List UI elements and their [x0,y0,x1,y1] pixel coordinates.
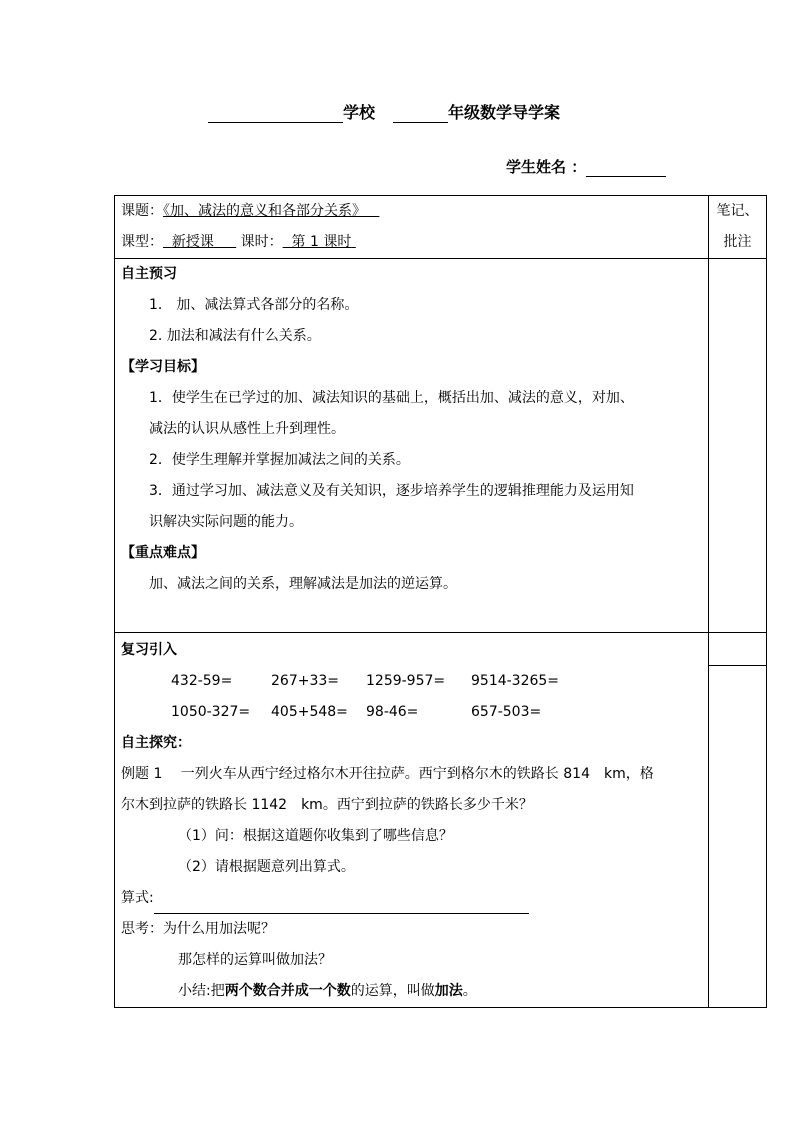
summary-key-phrase: 两个数合并成一个数 [224,983,351,999]
exercise-row-1 [121,666,708,697]
exercise: 432-59= [171,673,233,689]
grade-blank[interactable] [393,104,448,123]
summary-line: 小结:把两个数合并成一个数的运算，叫做加法。 [178,983,477,999]
formula-answer-line[interactable] [154,895,529,914]
notes-cell-review-top[interactable] [709,633,767,666]
goal-3a: 3．通过学习加、减法意义及有关知识，逐步培养学生的逻辑推理能力及运用知 [149,483,634,499]
student-name-label: 学生姓名 ： [506,158,587,176]
goal-1a: 1．使学生在已学过的加、减法知识的基础上，概括出加、减法的意义，对加、 [149,390,634,406]
preview-cell [115,259,709,633]
formula-row [121,883,708,914]
type-row [115,227,708,258]
preview-item-2: 2. 加法和减法有什么关系。 [149,328,321,344]
student-name-blank[interactable] [586,158,666,177]
grade-label: 年级数学导学案 [448,103,561,122]
notes-label-1: 笔记、 [716,203,759,219]
notes-label-2: 批注 [723,234,752,250]
exercise: 1050-327= [171,704,251,720]
think-followup: 那怎样的运算叫做加法？ [178,952,332,968]
info-cell [115,196,709,259]
topic-row [115,196,708,227]
review-heading: 复习引入 [121,642,177,658]
exercise: 657-503= [471,704,542,720]
school-label: 学校 [343,103,376,122]
exercise-row-2 [121,697,708,728]
question-1: （1）问：根据这道题你收集到了哪些信息？ [178,828,453,844]
goals-heading: 【学习目标】 [121,359,205,375]
type-label: 课型： [121,234,163,250]
type-value: 新授课 [171,234,214,250]
key-heading: 【重点难点】 [121,545,205,561]
summary-key-term: 加法 [434,983,463,999]
school-blank[interactable] [208,104,343,123]
think-question: 思考：为什么用加法呢？ [121,921,275,937]
document-title [208,100,560,123]
formula-label: 算式: [121,890,154,906]
preview-heading: 自主预习 [121,266,177,282]
goal-3b: 识解决实际问题的能力。 [149,514,303,530]
notes-cell-review[interactable] [709,666,767,1008]
exercise: 405+548= [271,704,348,720]
notes-cell-preview[interactable] [709,259,767,633]
exercise: 1259-957= [366,673,446,689]
period-value: 第 1 课时 [291,234,352,250]
example-line-1: 例题 1 一列火车从西宁经过格尔木开往拉萨。西宁到格尔木的铁路长 814 km，格 [121,766,654,782]
topic-value: 《加、减法的意义和各部分关系》 [163,203,366,219]
exercise: 98-46= [366,704,419,720]
period-label: 课时： [240,234,283,250]
question-2: （2）请根据题意列出算式。 [178,859,355,875]
preview-item-1: 1． 加、减法算式各部分的名称。 [149,297,359,313]
goal-1b: 减法的认识从感性上升到理性。 [149,421,345,437]
lesson-table [114,195,767,1008]
explore-heading: 自主探究： [121,735,191,751]
student-name-row [506,156,666,177]
topic-label: 课题： [121,203,163,219]
review-cell [115,633,709,1008]
goal-2: 2．使学生理解并掌握加减法之间的关系。 [149,452,410,468]
exercise: 9514-3265= [471,673,560,689]
example-line-2: 尔木到拉萨的铁路长 1142 km。西宁到拉萨的铁路长多少千米？ [121,797,533,813]
exercise: 267+33= [271,673,339,689]
key-text: 加、减法之间的关系，理解减法是加法的逆运算。 [149,576,457,592]
notes-header-cell [709,196,767,259]
